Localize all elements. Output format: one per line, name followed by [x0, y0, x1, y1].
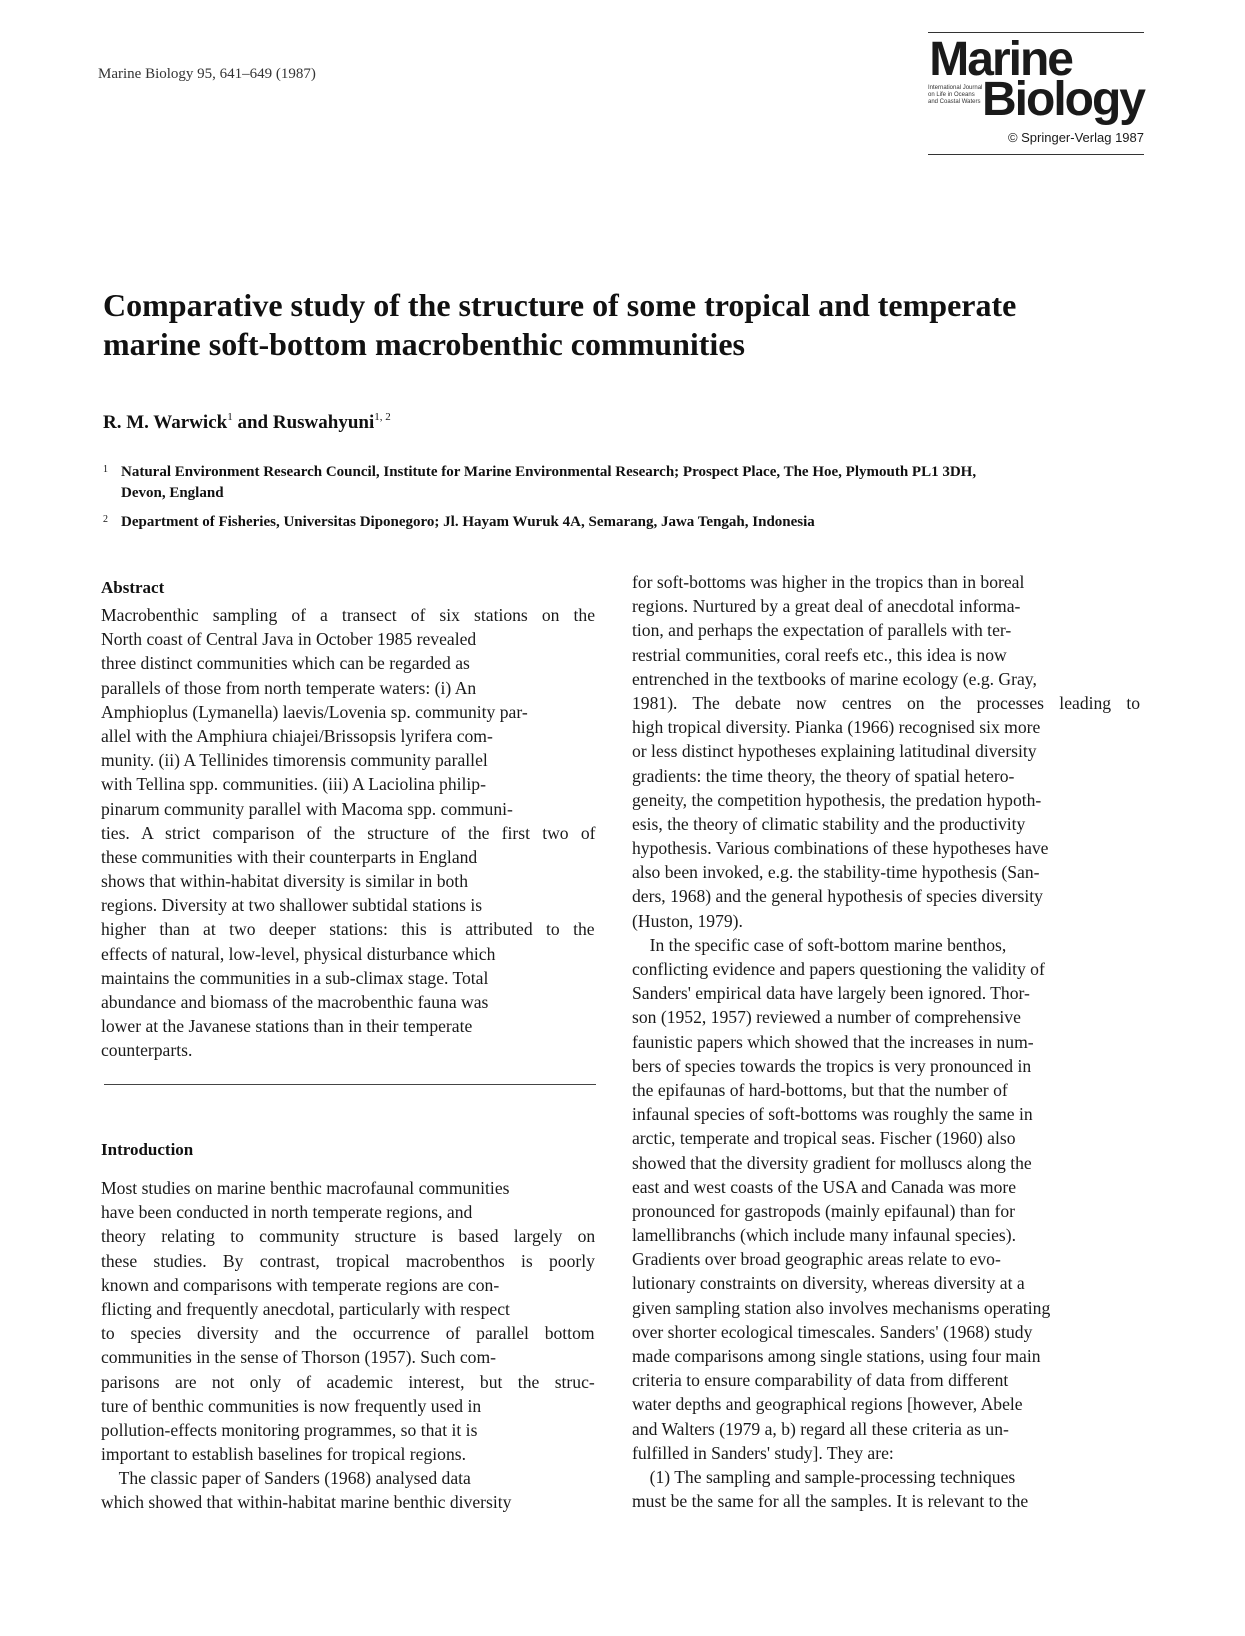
- body-text-line: Gradients over broad geographic areas relate to evo-: [632, 1249, 1001, 1270]
- abstract-line: effects of natural, low-level, physical disturbance which: [101, 943, 496, 964]
- title-line: marine soft-bottom macrobenthic communities: [103, 326, 745, 362]
- body-text-line: the epifaunas of hard-bottoms, but that the number of: [632, 1079, 1008, 1100]
- abstract-line: shows that within-habitat diversity is similar in both: [101, 871, 468, 892]
- introduction-line: theory relating to community structure is based largely on: [101, 1226, 596, 1247]
- abstract-line: abundance and biomass of the macrobenthic fauna was: [101, 992, 489, 1012]
- body-text-line: regions. Nurtured by a great deal of anecdotal informa-: [632, 596, 1021, 617]
- body-text-line: (Huston, 1979).: [632, 910, 743, 931]
- abstract-line: lower at the Javanese stations than in their temperate: [101, 1016, 473, 1037]
- logo-subtitle-line: and Coastal Waters: [928, 99, 981, 105]
- introduction-heading: Introduction: [101, 1140, 194, 1159]
- body-text-line: In the specific case of soft-bottom marine benthos,: [632, 934, 1007, 955]
- body-text-line: gradients: the time theory, the theory of spatial hetero-: [632, 765, 1015, 786]
- body-text-line: (1) The sampling and sample-processing techniques: [632, 1466, 1016, 1487]
- introduction-line: parisons are not only of academic interest, but the struc-: [101, 1371, 595, 1392]
- body-text-line: east and west coasts of the USA and Canada was more: [632, 1176, 1017, 1197]
- body-text-line: pronounced for gastropods (mainly epifaunal) than for: [632, 1200, 1016, 1221]
- abstract-line: allel with the Amphiura chiajei/Brissopsis lyrifera com-: [101, 725, 493, 746]
- affiliation-text: [121, 512, 1133, 533]
- introduction-line: these studies. By contrast, tropical macrobenthos is poorly: [101, 1250, 595, 1271]
- affiliation-line: Department of Fisheries, Universitas Diponegoro; Jl. Hayam Wuruk 4A, Semarang, Jawa Tengah, Indonesia: [121, 514, 815, 530]
- abstract-line: parallels of those from north temperate waters: (i) An: [101, 677, 477, 698]
- publisher-copyright: © Springer-Verlag 1987: [1007, 130, 1144, 145]
- introduction-line: flicting and frequently anecdotal, particularly with respect: [101, 1298, 510, 1319]
- body-text-line: given sampling station also involves mechanisms operating: [632, 1297, 1051, 1318]
- author-affiliation-mark: 1, 2: [374, 411, 391, 423]
- logo-word-marine: Marine: [929, 33, 1072, 86]
- introduction-line: pollution-effects monitoring programmes, so that it is: [101, 1419, 478, 1440]
- article-title: [103, 286, 1153, 364]
- body-text-line: water depths and geographical regions [however, Abele: [632, 1394, 1023, 1415]
- body-text-line: ders, 1968) and the general hypothesis of species diversity: [632, 886, 1043, 907]
- introduction-line: ture of benthic communities is now frequently used in: [101, 1395, 482, 1416]
- body-text-line: lutionary constraints on diversity, whereas diversity at a: [632, 1273, 1025, 1294]
- abstract-line: Macrobenthic sampling of a transect of six stations on the: [101, 605, 596, 625]
- body-text-line: or less distinct hypotheses explaining latitudinal diversity: [632, 741, 1037, 762]
- body-text-line: son (1952, 1957) reviewed a number of comprehensive: [632, 1007, 1021, 1028]
- abstract-line: maintains the communities in a sub-climax stage. Total: [101, 967, 489, 988]
- body-text-line: high tropical diversity. Pianka (1966) recognised six more: [632, 717, 1041, 738]
- author-conjunction: and: [232, 412, 273, 433]
- introduction-line: known and comparisons with temperate regions are con-: [101, 1274, 500, 1295]
- body-text-line: 1981). The debate now centres on the processes leading to: [632, 692, 1141, 713]
- body-text-line: geneity, the competition hypothesis, the predation hypoth-: [632, 789, 1042, 810]
- title-line: Comparative study of the structure of some tropical and temperate: [103, 287, 1017, 323]
- body-text-line: lamellibranchs (which include many infaunal species).: [632, 1225, 1016, 1246]
- abstract-body: [101, 603, 595, 1063]
- body-text-line: restrial communities, coral reefs etc., this idea is now: [632, 644, 1007, 665]
- body-text-line: infaunal species of soft-bottoms was roughly the same in: [632, 1104, 1033, 1125]
- right-column-body: [632, 570, 1140, 1513]
- affiliation-text: [121, 462, 1133, 504]
- logo-subtitle-line: on Life in Oceans: [928, 92, 975, 98]
- abstract-line: three distinct communities which can be regarded as: [101, 653, 470, 674]
- journal-logo: [928, 32, 1144, 157]
- author-affiliation-mark: 1: [227, 411, 233, 423]
- introduction-body: [101, 1176, 595, 1515]
- body-text-line: entrenched in the textbooks of marine ecology (e.g. Gray,: [632, 668, 1037, 689]
- introduction-line: which showed that within-habitat marine benthic diversity: [101, 1492, 512, 1513]
- abstract-line: these communities with their counterparts in England: [101, 846, 478, 867]
- journal-citation: Marine Biology 95, 641–649 (1987): [98, 66, 316, 82]
- introduction-line: important to establish baselines for tropical regions.: [101, 1444, 466, 1465]
- body-text-line: criteria to ensure comparability of data from different: [632, 1370, 1009, 1391]
- author-list: [103, 411, 391, 434]
- author-name: Ruswahyuni: [272, 412, 375, 433]
- abstract-line: pinarum community parallel with Macoma spp. communi-: [101, 798, 513, 819]
- body-text-line: faunistic papers which showed that the increases in num-: [632, 1031, 1034, 1052]
- introduction-line: The classic paper of Sanders (1968) analysed data: [101, 1468, 471, 1489]
- body-text-line: showed that the diversity gradient for molluscs along the: [632, 1152, 1032, 1173]
- body-text-line: also been invoked, e.g. the stability-time hypothesis (San-: [632, 862, 1040, 883]
- abstract-divider: [104, 1084, 596, 1085]
- abstract-line: regions. Diversity at two shallower subtidal stations is: [101, 895, 483, 916]
- body-text-line: and Walters (1979 a, b) regard all these criteria as un-: [632, 1418, 1009, 1439]
- body-text-line: esis, the theory of climatic stability and the productivity: [632, 813, 1026, 834]
- logo-word-biology: Biology: [982, 73, 1144, 126]
- affiliation-line: Devon, England: [121, 485, 224, 501]
- body-text-line: Sanders' empirical data have largely been ignored. Thor-: [632, 983, 1030, 1004]
- author-name: R. M. Warwick: [103, 412, 228, 433]
- body-text-line: for soft-bottoms was higher in the tropics than in boreal: [632, 572, 1025, 592]
- affiliation-line: Natural Environment Research Council, Institute for Marine Environmental Research; Prospect Place, The Hoe, Plymouth PL1 3DH,: [121, 464, 977, 480]
- body-text-line: over shorter ecological timescales. Sanders' (1968) study: [632, 1321, 1033, 1342]
- introduction-line: Most studies on marine benthic macrofaunal communities: [101, 1178, 510, 1198]
- body-text-line: tion, and perhaps the expectation of parallels with ter-: [632, 620, 1012, 641]
- body-text-line: conflicting evidence and papers questioning the validity of: [632, 959, 1045, 979]
- abstract-line: counterparts.: [101, 1040, 193, 1061]
- body-text-line: arctic, temperate and tropical seas. Fischer (1960) also: [632, 1128, 1016, 1149]
- abstract-line: Amphioplus (Lymanella) laevis/Lovenia sp. community par-: [101, 701, 528, 722]
- body-text-line: hypothesis. Various combinations of these hypotheses have: [632, 838, 1049, 859]
- body-text-line: must be the same for all the samples. It is relevant to the: [632, 1491, 1029, 1512]
- body-text-line: made comparisons among single stations, using four main: [632, 1346, 1041, 1366]
- abstract-line: with Tellina spp. communities. (iii) A Laciolina philip-: [101, 774, 486, 795]
- abstract-heading: Abstract: [101, 578, 165, 597]
- affiliation-number: 1: [103, 464, 108, 475]
- logo-subtitle-line: International Journal: [928, 85, 983, 91]
- introduction-line: communities in the sense of Thorson (1957). Such com-: [101, 1347, 496, 1368]
- body-text-line: bers of species towards the tropics is very pronounced in: [632, 1055, 1032, 1076]
- abstract-line: ties. A strict comparison of the structure of the first two of: [101, 822, 596, 843]
- affiliation-number: 2: [103, 514, 108, 525]
- abstract-line: munity. (ii) A Tellinides timorensis community parallel: [101, 750, 488, 771]
- body-text-line: fulfilled in Sanders' study]. They are:: [632, 1442, 894, 1463]
- introduction-line: to species diversity and the occurrence of parallel bottom: [101, 1323, 595, 1344]
- abstract-line: higher than at two deeper stations: this is attributed to the: [101, 919, 595, 940]
- logo-bottom-rule: [928, 154, 1144, 155]
- introduction-line: have been conducted in north temperate regions, and: [101, 1202, 473, 1223]
- abstract-line: North coast of Central Java in October 1985 revealed: [101, 629, 477, 650]
